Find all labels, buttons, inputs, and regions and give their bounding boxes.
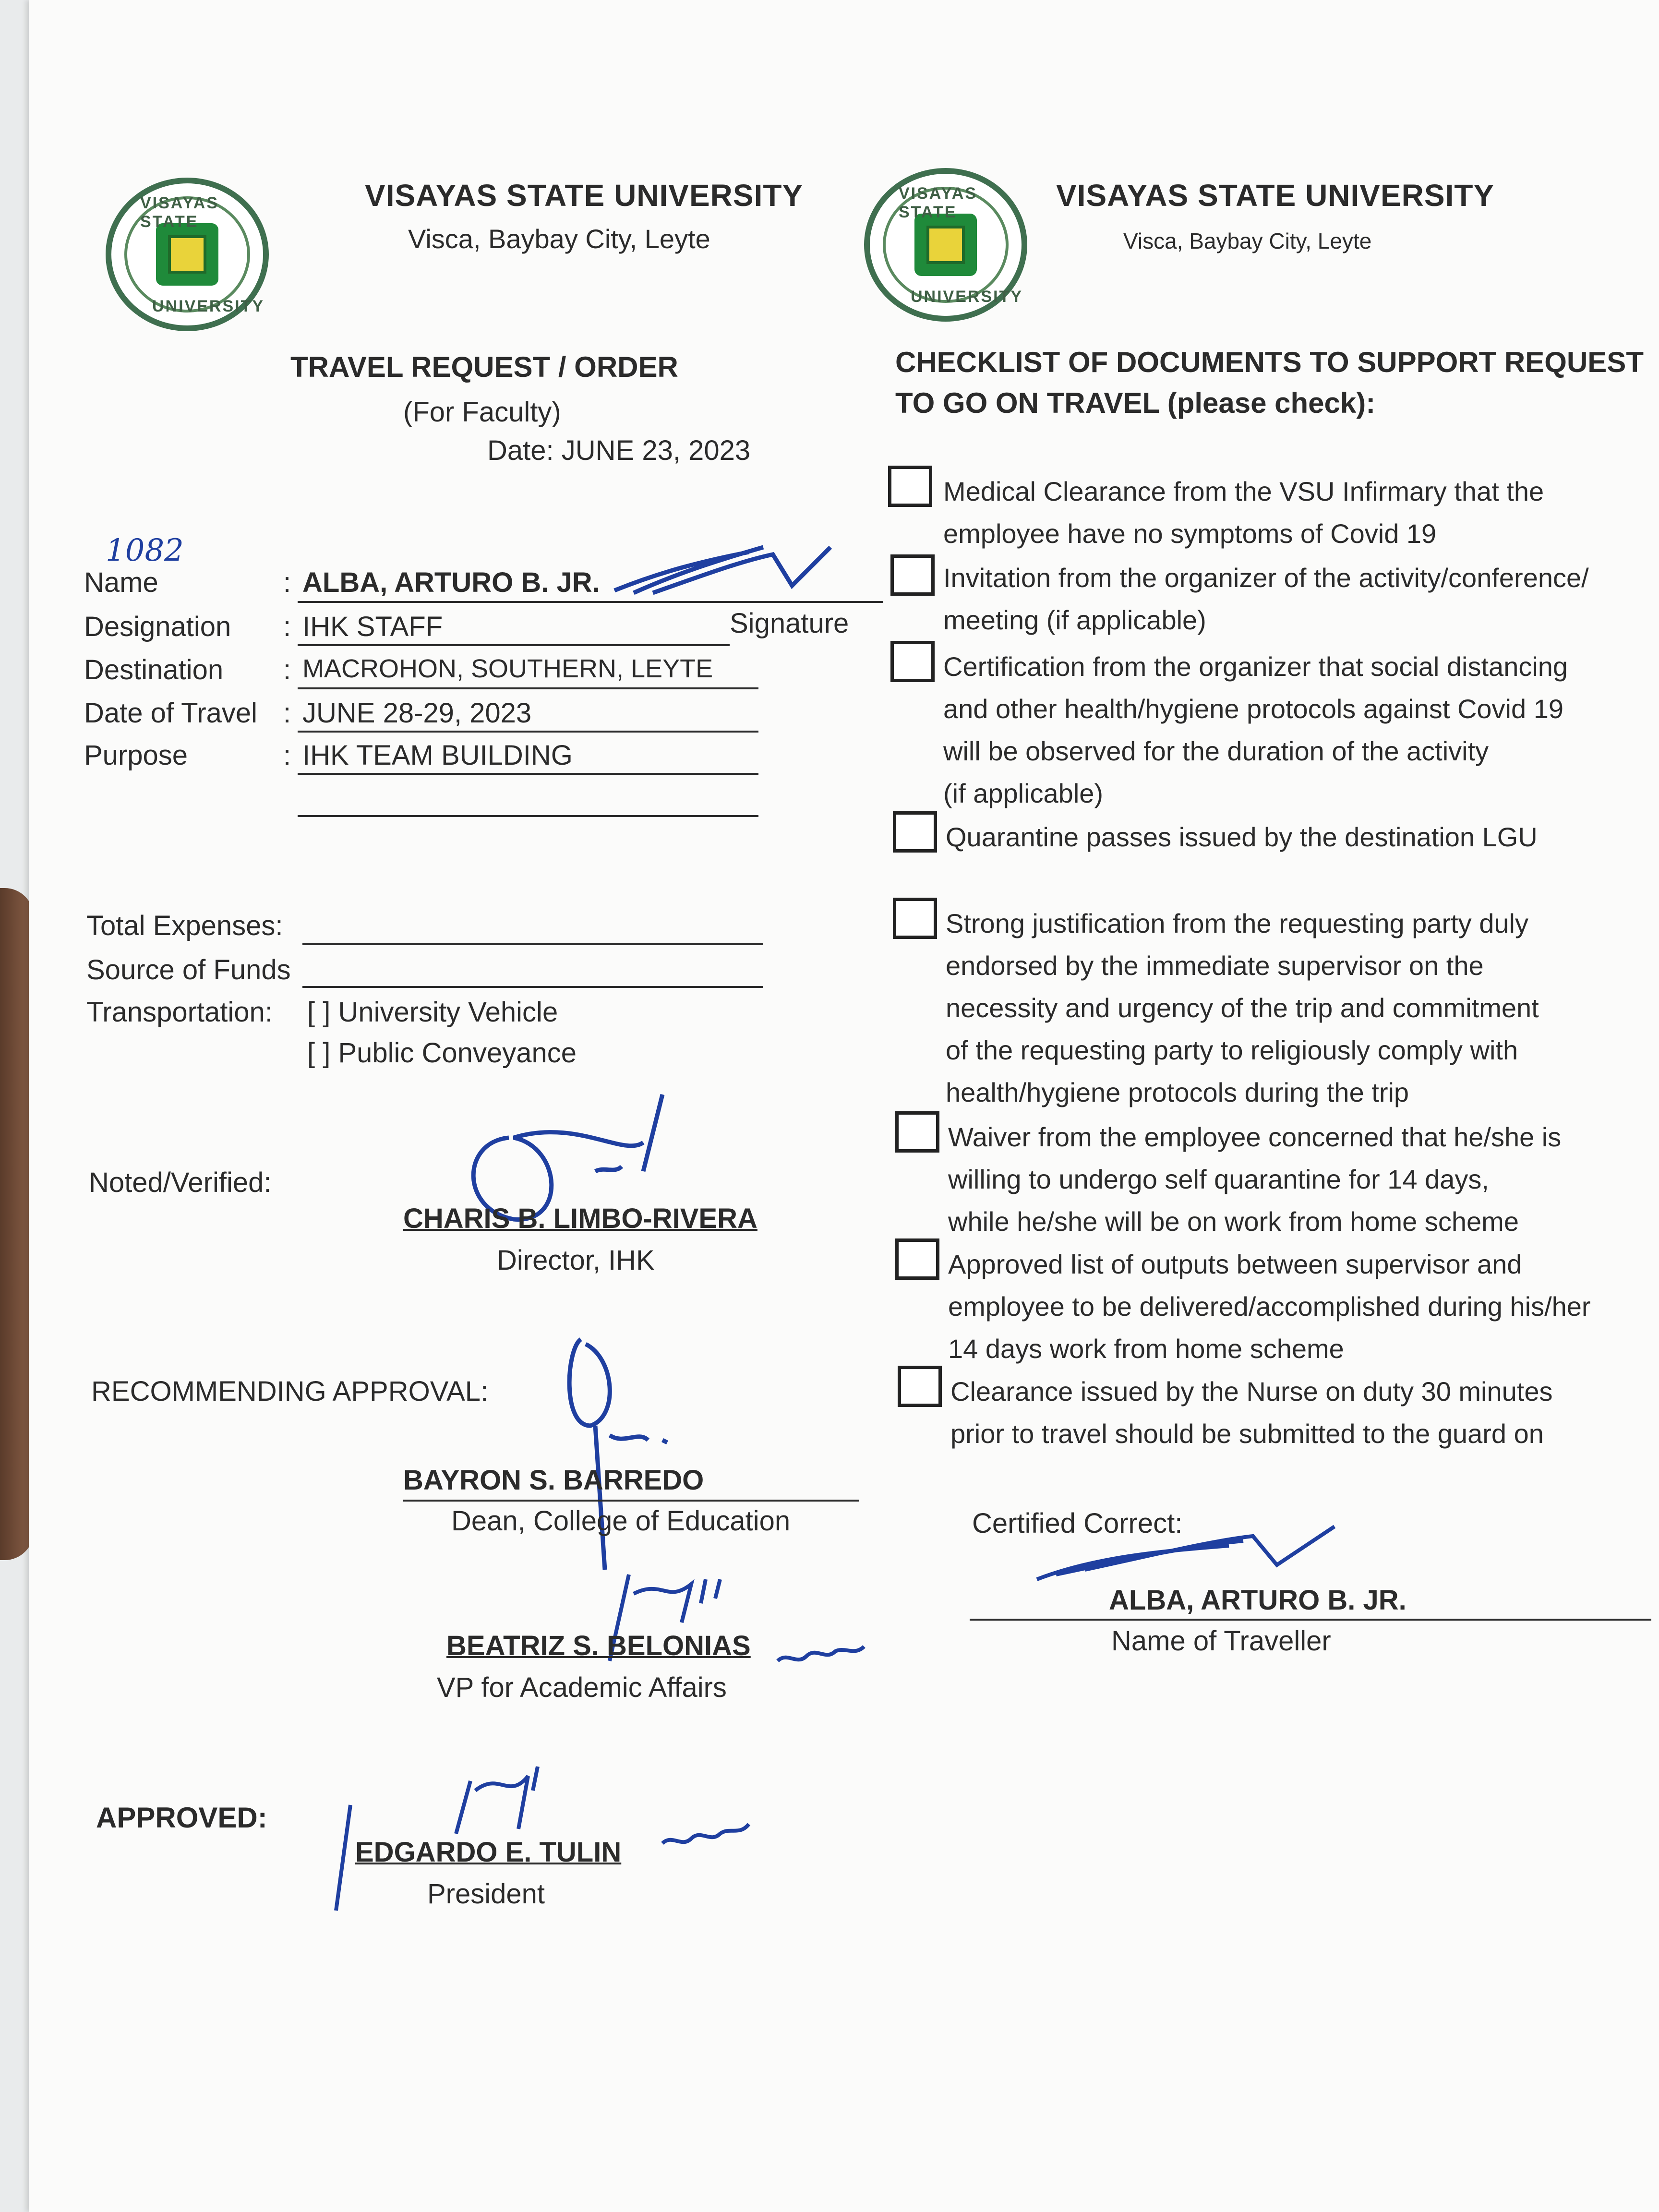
- colon: :: [283, 740, 291, 771]
- university-seal-right: [864, 168, 1027, 322]
- recommender-2-name: BEATRIZ S. BELONIAS: [446, 1630, 751, 1661]
- certified-correct-label: Certified Correct:: [972, 1508, 1183, 1539]
- checklist-title-line-2: TO GO ON TRAVEL (please check):: [895, 387, 1376, 419]
- date-underline: [298, 731, 758, 733]
- checklist-item-6: Waiver from the employee concerned that he/she is willing to undergo self quarantine for 14 days, while he/she will be on work from home scheme: [948, 1122, 1562, 1237]
- recommender-1-line: [403, 1500, 859, 1502]
- destination-label: Destination: [84, 654, 224, 685]
- name-value: ALBA, ARTURO B. JR.: [302, 567, 600, 598]
- form-date: Date: JUNE 23, 2023: [487, 435, 751, 466]
- checkbox-strong-justification[interactable]: [893, 898, 937, 939]
- designation-value: IHK STAFF: [302, 611, 443, 642]
- checklist-item-8: Clearance issued by the Nurse on duty 30 minutes prior to travel should be submitted to the guard on: [950, 1376, 1553, 1449]
- checklist-item-3: Certification from the organizer that social distancing and other health/hygiene protocols against Covid 19 will be observed for the duration of the activity (if applicable): [943, 651, 1568, 808]
- seal-top-text: VISAYAS STATE: [899, 184, 978, 221]
- seal-bottom-text: UNIVERSITY: [152, 297, 265, 315]
- seal-top-text: VISAYAS STATE: [140, 194, 219, 231]
- right-university-name: VISAYAS STATE UNIVERSITY: [1056, 178, 1495, 213]
- source-of-funds-line: [302, 986, 763, 988]
- checklist-item-4: Quarantine passes issued by the destination LGU: [946, 822, 1538, 852]
- traveller-name-line: [970, 1619, 1651, 1621]
- checkbox-waiver[interactable]: [895, 1111, 939, 1153]
- traveller-signature-1: [605, 533, 854, 605]
- checkbox-quarantine-passes[interactable]: [893, 811, 937, 853]
- designation-label: Designation: [84, 611, 231, 642]
- recommender-1-title: Dean, College of Education: [451, 1505, 791, 1537]
- checkbox-nurse-clearance[interactable]: [898, 1366, 942, 1407]
- checklist-item-1: Medical Clearance from the VSU Infirmary that the employee have no symptoms of Covid 19: [943, 476, 1544, 549]
- source-of-funds-label: Source of Funds: [86, 954, 291, 986]
- total-expenses-line: [302, 943, 763, 945]
- form-subtitle: (For Faculty): [403, 397, 561, 428]
- designation-underline: [298, 644, 730, 646]
- purpose-label: Purpose: [84, 740, 188, 771]
- checkbox-invitation[interactable]: [890, 554, 935, 596]
- purpose-extra-underline: [298, 815, 758, 817]
- noted-title: Director, IHK: [497, 1245, 655, 1276]
- transportation-label: Transportation:: [86, 997, 273, 1028]
- transport-option-university-vehicle: [ ] University Vehicle: [307, 997, 558, 1028]
- noted-verified-label: Noted/Verified:: [89, 1167, 272, 1198]
- traveller-caption: Name of Traveller: [1111, 1625, 1331, 1657]
- colon: :: [283, 567, 291, 598]
- name-label: Name: [84, 567, 158, 598]
- checklist-item-5: Strong justification from the requesting party duly endorsed by the immediate supervisor on the necessity and urgency of the trip and commitment of the requesting party to religiously comply with health/hygiene protocols during the trip: [946, 908, 1539, 1107]
- travel-request-document: [29, 0, 1659, 2212]
- recommending-approval-label: RECOMMENDING APPROVAL:: [91, 1376, 489, 1407]
- colon: :: [283, 654, 291, 685]
- purpose-value: IHK TEAM BUILDING: [302, 740, 573, 771]
- colon: :: [283, 611, 291, 642]
- destination-underline: [298, 687, 758, 689]
- noted-name: CHARIS B. LIMBO-RIVERA: [403, 1203, 757, 1234]
- recommending-signature-1: [547, 1330, 691, 1579]
- university-seal-left: [106, 178, 269, 331]
- left-university-name: VISAYAS STATE UNIVERSITY: [365, 178, 804, 213]
- destination-value: MACROHON, SOUTHERN, LEYTE: [302, 654, 713, 683]
- left-university-address: Visca, Baybay City, Leyte: [408, 224, 710, 254]
- checklist-item-7: Approved list of outputs between supervisor and employee to be delivered/accomplished during his/her 14 days work from home scheme: [948, 1249, 1591, 1364]
- right-university-address: Visca, Baybay City, Leyte: [1123, 228, 1372, 253]
- checkbox-medical-clearance[interactable]: [888, 466, 932, 507]
- form-title: TRAVEL REQUEST / ORDER: [290, 351, 678, 383]
- recommender-1-name: BAYRON S. BARREDO: [403, 1465, 704, 1496]
- recommender-2-title: VP for Academic Affairs: [437, 1672, 727, 1703]
- handwritten-note: 1082: [106, 533, 184, 568]
- purpose-underline: [298, 773, 758, 775]
- approver-name: EDGARDO E. TULIN: [355, 1837, 622, 1868]
- checkbox-certification[interactable]: [890, 641, 935, 682]
- colon: :: [283, 697, 291, 729]
- transport-option-public-conveyance: [ ] Public Conveyance: [307, 1037, 577, 1069]
- date-of-travel-label: Date of Travel: [84, 697, 258, 729]
- checkbox-approved-outputs[interactable]: [895, 1238, 939, 1280]
- traveller-name: ALBA, ARTURO B. JR.: [1109, 1585, 1407, 1616]
- checklist-item-2: Invitation from the organizer of the activity/conference/ meeting (if applicable): [943, 563, 1589, 635]
- total-expenses-label: Total Expenses:: [86, 910, 283, 941]
- signature-label: Signature: [730, 608, 849, 639]
- checklist-title-line-1: CHECKLIST OF DOCUMENTS TO SUPPORT REQUEST: [895, 346, 1644, 378]
- traveller-signature-2: [1027, 1517, 1363, 1594]
- seal-bottom-text: UNIVERSITY: [911, 288, 1023, 306]
- approver-title: President: [427, 1878, 545, 1910]
- date-of-travel-value: JUNE 28-29, 2023: [302, 697, 532, 729]
- approved-label: APPROVED:: [96, 1802, 267, 1834]
